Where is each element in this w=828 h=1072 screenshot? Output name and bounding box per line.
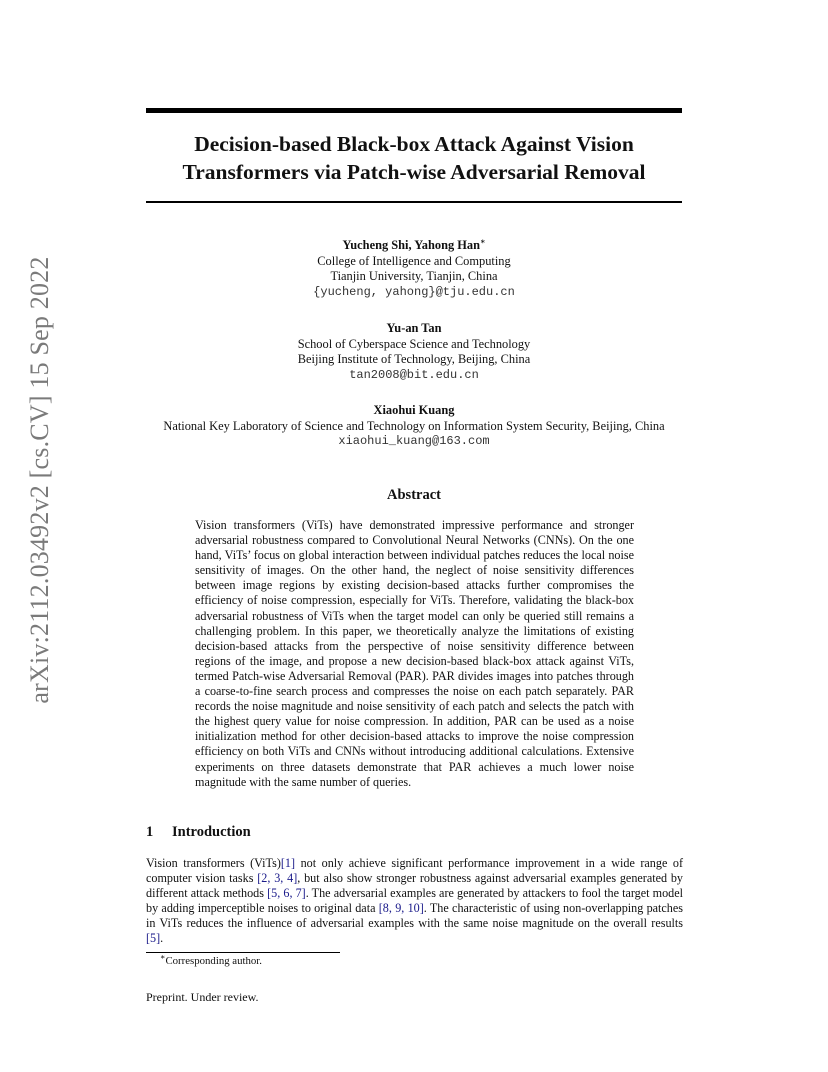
author-names: Yucheng Shi, Yahong Han∗ <box>342 236 486 252</box>
footnote <box>160 952 262 968</box>
footnote-text: Corresponding author. <box>165 955 262 967</box>
text-run: not only achieve significant performance improvement in a wide range of computer vision tasks <box>146 856 683 886</box>
text-run: , but also show stronger robustness against adversarial examples generated by different attack methods <box>146 871 683 901</box>
author-affiliation: National Key Laboratory of Science and Technology on Information System Security, Beijing, China <box>163 418 665 433</box>
text-run: . <box>160 931 164 946</box>
preprint-notice: Preprint. Under review. <box>146 990 259 1004</box>
abstract-heading: Abstract <box>387 487 441 503</box>
author-block-1 <box>100 238 728 300</box>
author-email[interactable]: tan2008@bit.edu.cn <box>349 367 479 382</box>
text-run: . The characteristic of using non-overlapping patches in ViTs reduces the influence of adversarial examples with the same noise magnitude on the overall results <box>146 901 683 931</box>
footnote-mark: ∗ <box>160 952 166 962</box>
footnote-rule <box>146 952 340 953</box>
author-email[interactable]: {yucheng, yahong}@tju.edu.cn <box>313 284 515 299</box>
title-bottom-rule <box>146 201 682 203</box>
author-affiliation: School of Cyberspace Science and Technology <box>297 336 531 351</box>
text-run: . The adversarial examples are generated by attackers to fool the target model by adding imperceptible noises to original data <box>146 886 683 916</box>
author-affiliation: Beijing Institute of Technology, Beijing, China <box>297 352 531 366</box>
introduction-paragraph <box>146 856 683 947</box>
abstract-body: Vision transformers (ViTs) have demonstrated impressive performance and stronger adversarial robustness compared to Convolutional Neural Networks (CNNs). On the one hand, ViTs’ focus on global interaction between individual patches reduces the local noise sensitivity of images. On the other hand, the neglect of noise sensitivity differences between image regions by existing decision-based attacks further compromises the efficiency of noise compression, especially for ViTs. Therefore, validating the black-box adversarial robustness of ViTs when the target model can only be queried still remains a challenging problem. In this paper, we theoretically analyze the limitations of existing decision-based attacks from the perspective of noise sensitivity difference between regions of the image, and propose a new decision-based black-box attack against ViTs, termed Patch-wise Adversarial Removal (PAR). PAR divides images into patches through a coarse-to-fine search process and compresses the noise on each patch separately. PAR records the noise magnitude and noise sensitivity of each patch and selects the patch with the highest query value for noise compression. In addition, PAR can be used as a noise initialization method for other decision-based attacks to improve the noise compression efficiency on both ViTs and CNNs without introducing additional calculations. Extensive experiments on three datasets demonstrate that PAR achieves a much lower noise magnitude with the same number of queries. <box>195 518 634 789</box>
author-affiliation: College of Intelligence and Computing <box>317 253 511 268</box>
citation-link[interactable]: [1] <box>280 856 296 870</box>
title-line-2: Transformers via Patch-wise Adversarial Removal <box>182 160 646 184</box>
author-names: Xiaohui Kuang <box>373 403 455 417</box>
author-block-3 <box>100 403 728 450</box>
citation-link[interactable]: [2, 3, 4] <box>257 871 298 886</box>
arxiv-identifier-text: arXiv:2112.03492v2 [cs.CV] 15 Sep 2022 <box>25 256 54 704</box>
text-run: Vision transformers (ViTs) <box>146 856 281 870</box>
section-title: Introduction <box>172 824 251 840</box>
title-line-1: Decision-based Black-box Attack Against Vision <box>194 132 634 156</box>
citation-link[interactable]: [5] <box>146 931 161 946</box>
author-email[interactable]: xiaohui_kuang@163.com <box>338 434 490 448</box>
citation-link[interactable]: [5, 6, 7] <box>267 886 306 901</box>
corresponding-author-mark: ∗ <box>479 236 486 246</box>
author-names: Yu-an Tan <box>386 321 442 335</box>
author-affiliation: Tianjin University, Tianjin, China <box>330 269 498 283</box>
author-block-2 <box>100 321 728 383</box>
paper-title <box>120 130 708 186</box>
title-top-rule <box>146 108 682 113</box>
section-number: 1 <box>146 824 154 840</box>
citation-link[interactable]: [8, 9, 10] <box>378 901 424 916</box>
section-heading-introduction <box>146 824 251 841</box>
